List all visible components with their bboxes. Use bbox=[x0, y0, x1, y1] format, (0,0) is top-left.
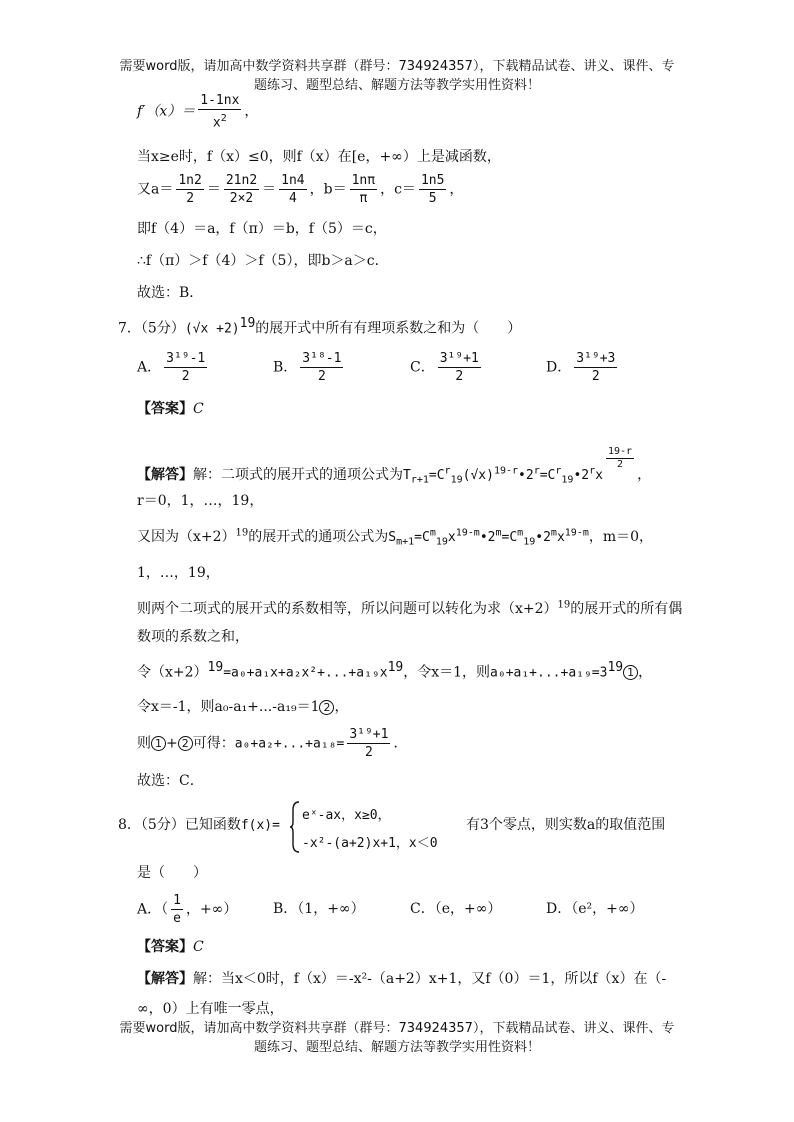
banner-line-1: 需要word版，请加高中数学资料共享群（群号：734924357），下载精品试卷、讲义、课件、专 bbox=[119, 59, 675, 74]
c-frac: $\frac{1n5}{5}$ bbox=[420, 173, 445, 206]
q7-answer: 【答案】C bbox=[137, 401, 204, 417]
circled-one-icon: 1 bbox=[151, 736, 166, 751]
q7-sol-3: 则两个二项式的展开式的系数相等，所以问题可以转化为求$(x+2)^{19}$的展开式的所有偶 bbox=[137, 599, 683, 617]
a-frac-1: $\frac{1n2}{2}$ bbox=[178, 173, 202, 206]
q8-case-2: -x²-(a+2)x+1，x＜0 bbox=[302, 836, 438, 851]
q7-sol-4: 令$(x+2)^{19}=a_0+a_1x+a_2x^2+...+a_{19}x^{19}$，令x＝1，则$a_0+a_1+...+a_{19}=3^{19}$ 1 ， bbox=[137, 660, 653, 681]
q8-stem: 8．（5分）已知函数f(x)= bbox=[118, 817, 280, 833]
banner-line-2: 题练习、题型总结、解题方法等教学实用性资料！ bbox=[253, 1040, 540, 1055]
q8-case-1: eˣ-ax，x≥0， bbox=[302, 808, 391, 823]
q7-choice: 故选：C． bbox=[137, 773, 204, 789]
circled-two-icon: 2 bbox=[178, 736, 193, 751]
abc-line: 又a＝ $\frac{1n2}{2}$ ＝ $\frac{21n2}{2\times 2}$ ＝ $\frac{1n4}{4}$ ，b＝ $\frac{1n\pi}{\pi}$ ，c＝ $\frac{1n5}{5}$ ， bbox=[137, 173, 464, 206]
fprime-lhs: f′（x）＝ bbox=[137, 103, 196, 120]
q7-option-a[interactable]: A． $\frac{\text{3¹⁹-1}}{2}$ bbox=[137, 351, 206, 384]
ident-line: 即f（4）＝a，f（π）＝b，f（5）＝c， bbox=[137, 221, 387, 237]
q7-stem: 7．（5分）$(√x +2)^{19}$的展开式中所有有理项系数之和为（ ） bbox=[118, 316, 522, 337]
a-frac-2: $\frac{21n2}{2\times 2}$ bbox=[225, 173, 258, 206]
decreasing-line: 当x≥e时，f（x）≤0，则f（x）在[e，+∞）上是减函数， bbox=[137, 149, 501, 165]
fprime-line: f′（x）＝ $\frac{1-1nx}{x^2}$ ， bbox=[137, 93, 259, 131]
top-banner bbox=[0, 57, 794, 95]
q8-option-c[interactable]: C．（e，+∞） bbox=[410, 901, 502, 917]
q8-option-b[interactable]: B．（1，+∞） bbox=[273, 901, 365, 917]
q6-choice: 故选：B． bbox=[137, 285, 204, 301]
q8-answer: 【答案】C bbox=[137, 939, 204, 955]
q7-option-c[interactable]: C． $\frac{\text{3¹⁹+1}}{2}$ bbox=[410, 351, 479, 384]
q7-option-d[interactable]: D． $\frac{\text{3¹⁹+3}}{2}$ bbox=[546, 351, 616, 384]
banner-line-2: 题练习、题型总结、解题方法等教学实用性资料！ bbox=[253, 78, 540, 93]
q8-stem-suffix: 有3个零点，则实数a的取值范围 bbox=[466, 817, 666, 833]
therefore-line: ∴f（π）＞f（4）＞f（5），即b＞a＞c． bbox=[137, 253, 389, 269]
circled-one-icon: 1 bbox=[623, 665, 638, 680]
piecewise-brace-icon bbox=[289, 800, 301, 854]
q8-option-d[interactable]: D．（e²，+∞） bbox=[546, 901, 644, 917]
circled-two-icon: 2 bbox=[319, 700, 334, 715]
q7-sol-6: 则 1 + 2 可得：a₀+a₂+...+a₁₈= $\frac{\text{3¹⁹+1}}{2}$ ． bbox=[137, 727, 408, 760]
q7-sol-1: 【解答】解：二项式的展开式的通项公式为$T_{r+1}=C^r_{19}(√x)^{19-r}•2^r=C^r_{19}•2^rx$ $\frac{19-r}{2}$ ， bbox=[137, 446, 652, 486]
q7-sol-3b: 数项的系数之和， bbox=[137, 629, 249, 645]
banner-line-1: 需要word版，请加高中数学资料共享群（群号：734924357），下载精品试卷、讲义、课件、专 bbox=[119, 1021, 675, 1036]
q8-stem-line2: 是（ ） bbox=[137, 865, 207, 881]
a-frac-3: $\frac{1n4}{4}$ bbox=[281, 173, 305, 206]
q7-sol-5: 令x＝-1，则a₀-a₁+...-a₁₉＝1 2 ， bbox=[137, 699, 349, 715]
fprime-fraction: $\frac{1-1nx}{x^2}$ bbox=[200, 93, 240, 131]
q8-option-a[interactable]: A．（ $\frac{1}{e}$ ，+∞） bbox=[137, 893, 238, 926]
bottom-banner bbox=[0, 1019, 794, 1057]
q7-m-values: 1，…，19， bbox=[137, 565, 220, 581]
q7-sol-2: 又因为$(x+2)^{19}$的展开式的通项公式为$S_{m+1}=C^m_{19}x^{19-m}•2^m=C^m_{19}•2^mx^{19-m}$，m＝0， bbox=[137, 527, 654, 548]
q8-sol-1: 【解答】解：当x＜0时，f（x）＝-x²-（a+2）x+1，又f（0）＝1，所以f（x）在（- bbox=[137, 971, 667, 987]
q7-option-b[interactable]: B． $\frac{\text{3¹⁸-1}}{2}$ bbox=[273, 351, 342, 384]
q8-sol-2: ∞，0）上有唯一零点， bbox=[137, 1001, 284, 1017]
b-frac: $\frac{1n\pi}{\pi}$ bbox=[351, 173, 376, 206]
q7-r-values: r＝0，1，…，19， bbox=[137, 493, 264, 509]
